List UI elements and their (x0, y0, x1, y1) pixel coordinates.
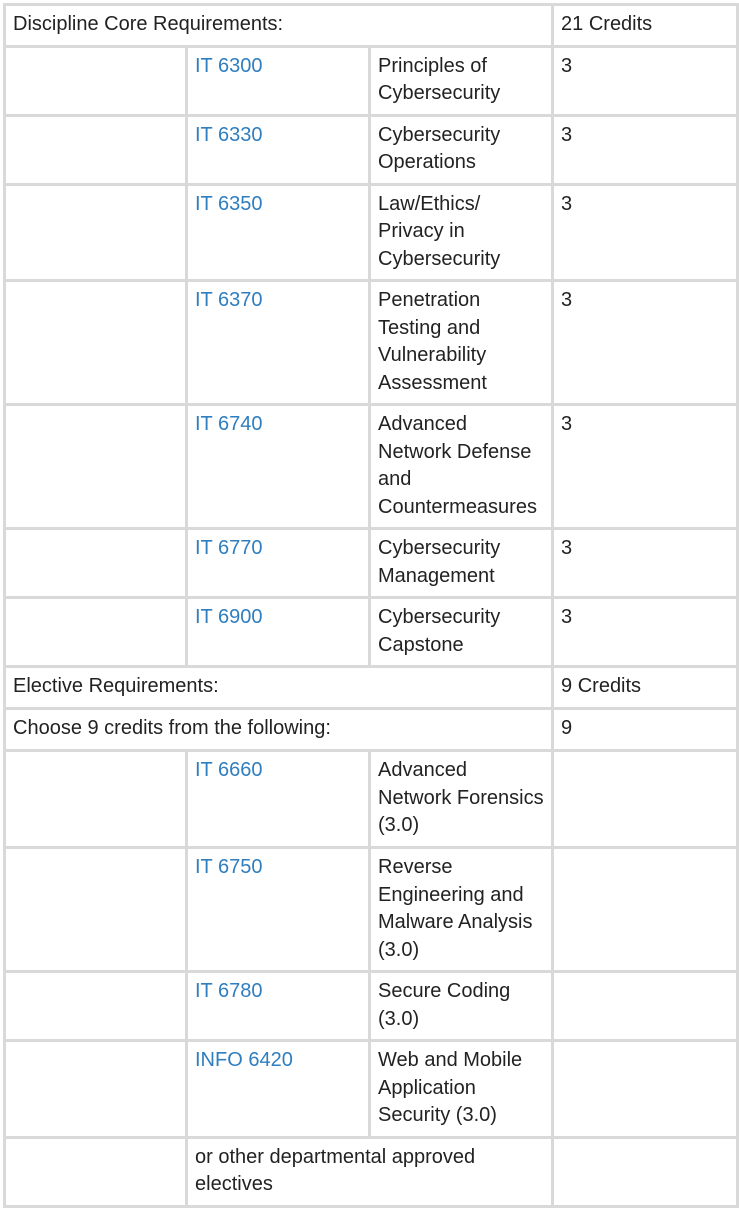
course-link-it-6350[interactable]: IT 6350 (195, 192, 263, 215)
course-credits: 3 (553, 529, 738, 598)
course-link-it-6370[interactable]: IT 6370 (195, 289, 263, 311)
course-title: Reverse Engineering and Malware Analysis (3.0) (370, 848, 553, 972)
indent-cell (5, 972, 187, 1041)
elective-course-row (5, 751, 738, 848)
choose-instruction: Choose 9 credits from the following: (5, 709, 553, 751)
core-heading: Discipline Core Requirements: (5, 5, 553, 47)
choose-credits: 9 (553, 709, 738, 751)
course-link-it-6780[interactable]: IT 6780 (195, 980, 263, 1002)
course-title: Cybersecurity Capstone (370, 598, 553, 667)
indent-cell (5, 115, 187, 184)
course-credits: 3 (553, 281, 738, 405)
elective-course-row (5, 848, 738, 972)
course-row (5, 405, 738, 529)
course-row (5, 184, 738, 281)
indent-cell (5, 751, 187, 848)
course-title: Advanced Network Forensics (3.0) (370, 751, 553, 848)
course-link-it-6300[interactable]: IT 6300 (195, 54, 263, 77)
credits-cell-empty (553, 848, 738, 972)
indent-cell (5, 281, 187, 405)
core-header-row (5, 5, 738, 47)
course-credits: 3 (553, 598, 738, 667)
course-title: Advanced Network Defense and Countermeasures (370, 405, 553, 529)
elective-heading: Elective Requirements: (5, 667, 553, 709)
course-row (5, 529, 738, 598)
course-row (5, 46, 738, 115)
indent-cell (5, 1137, 187, 1206)
course-row (5, 598, 738, 667)
elective-course-row (5, 1041, 738, 1138)
course-link-it-6660[interactable]: IT 6660 (195, 759, 263, 781)
indent-cell (5, 46, 187, 115)
course-credits: 3 (553, 46, 738, 115)
course-title: Penetration Testing and Vulnerability Assessment (370, 281, 553, 405)
course-link-it-6740[interactable]: IT 6740 (195, 413, 263, 435)
course-link-it-6330[interactable]: IT 6330 (195, 123, 263, 146)
elective-header-row (5, 667, 738, 709)
credits-cell-empty (553, 751, 738, 848)
indent-cell (5, 529, 187, 598)
credits-cell-empty (553, 972, 738, 1041)
course-title: Cybersecurity Operations (370, 115, 553, 184)
course-row (5, 115, 738, 184)
choose-row (5, 709, 738, 751)
indent-cell (5, 598, 187, 667)
course-credits: 3 (553, 405, 738, 529)
course-title: Secure Coding (3.0) (370, 972, 553, 1041)
course-title: Web and Mobile Application Security (3.0) (370, 1041, 553, 1138)
elective-course-row (5, 972, 738, 1041)
elective-total-credits: 9 Credits (553, 667, 738, 709)
credits-cell-empty (553, 1041, 738, 1138)
course-credits: 3 (553, 184, 738, 281)
other-electives-note: or other departmental approved electives (187, 1137, 553, 1206)
indent-cell (5, 405, 187, 529)
degree-requirements-table (3, 3, 739, 1208)
other-electives-row (5, 1137, 738, 1206)
course-link-info-6420[interactable]: INFO 6420 (195, 1049, 293, 1071)
credits-cell-empty (553, 1137, 738, 1206)
course-title: Principles of Cybersecurity (370, 46, 553, 115)
course-link-it-6750[interactable]: IT 6750 (195, 856, 263, 878)
core-total-credits: 21 Credits (553, 5, 738, 47)
course-link-it-6900[interactable]: IT 6900 (195, 606, 263, 628)
course-title: Cybersecurity Management (370, 529, 553, 598)
course-credits: 3 (553, 115, 738, 184)
course-link-it-6770[interactable]: IT 6770 (195, 537, 263, 559)
course-title: Law/Ethics/ Privacy in Cybersecurity (370, 184, 553, 281)
indent-cell (5, 184, 187, 281)
course-row (5, 281, 738, 405)
indent-cell (5, 848, 187, 972)
indent-cell (5, 1041, 187, 1138)
